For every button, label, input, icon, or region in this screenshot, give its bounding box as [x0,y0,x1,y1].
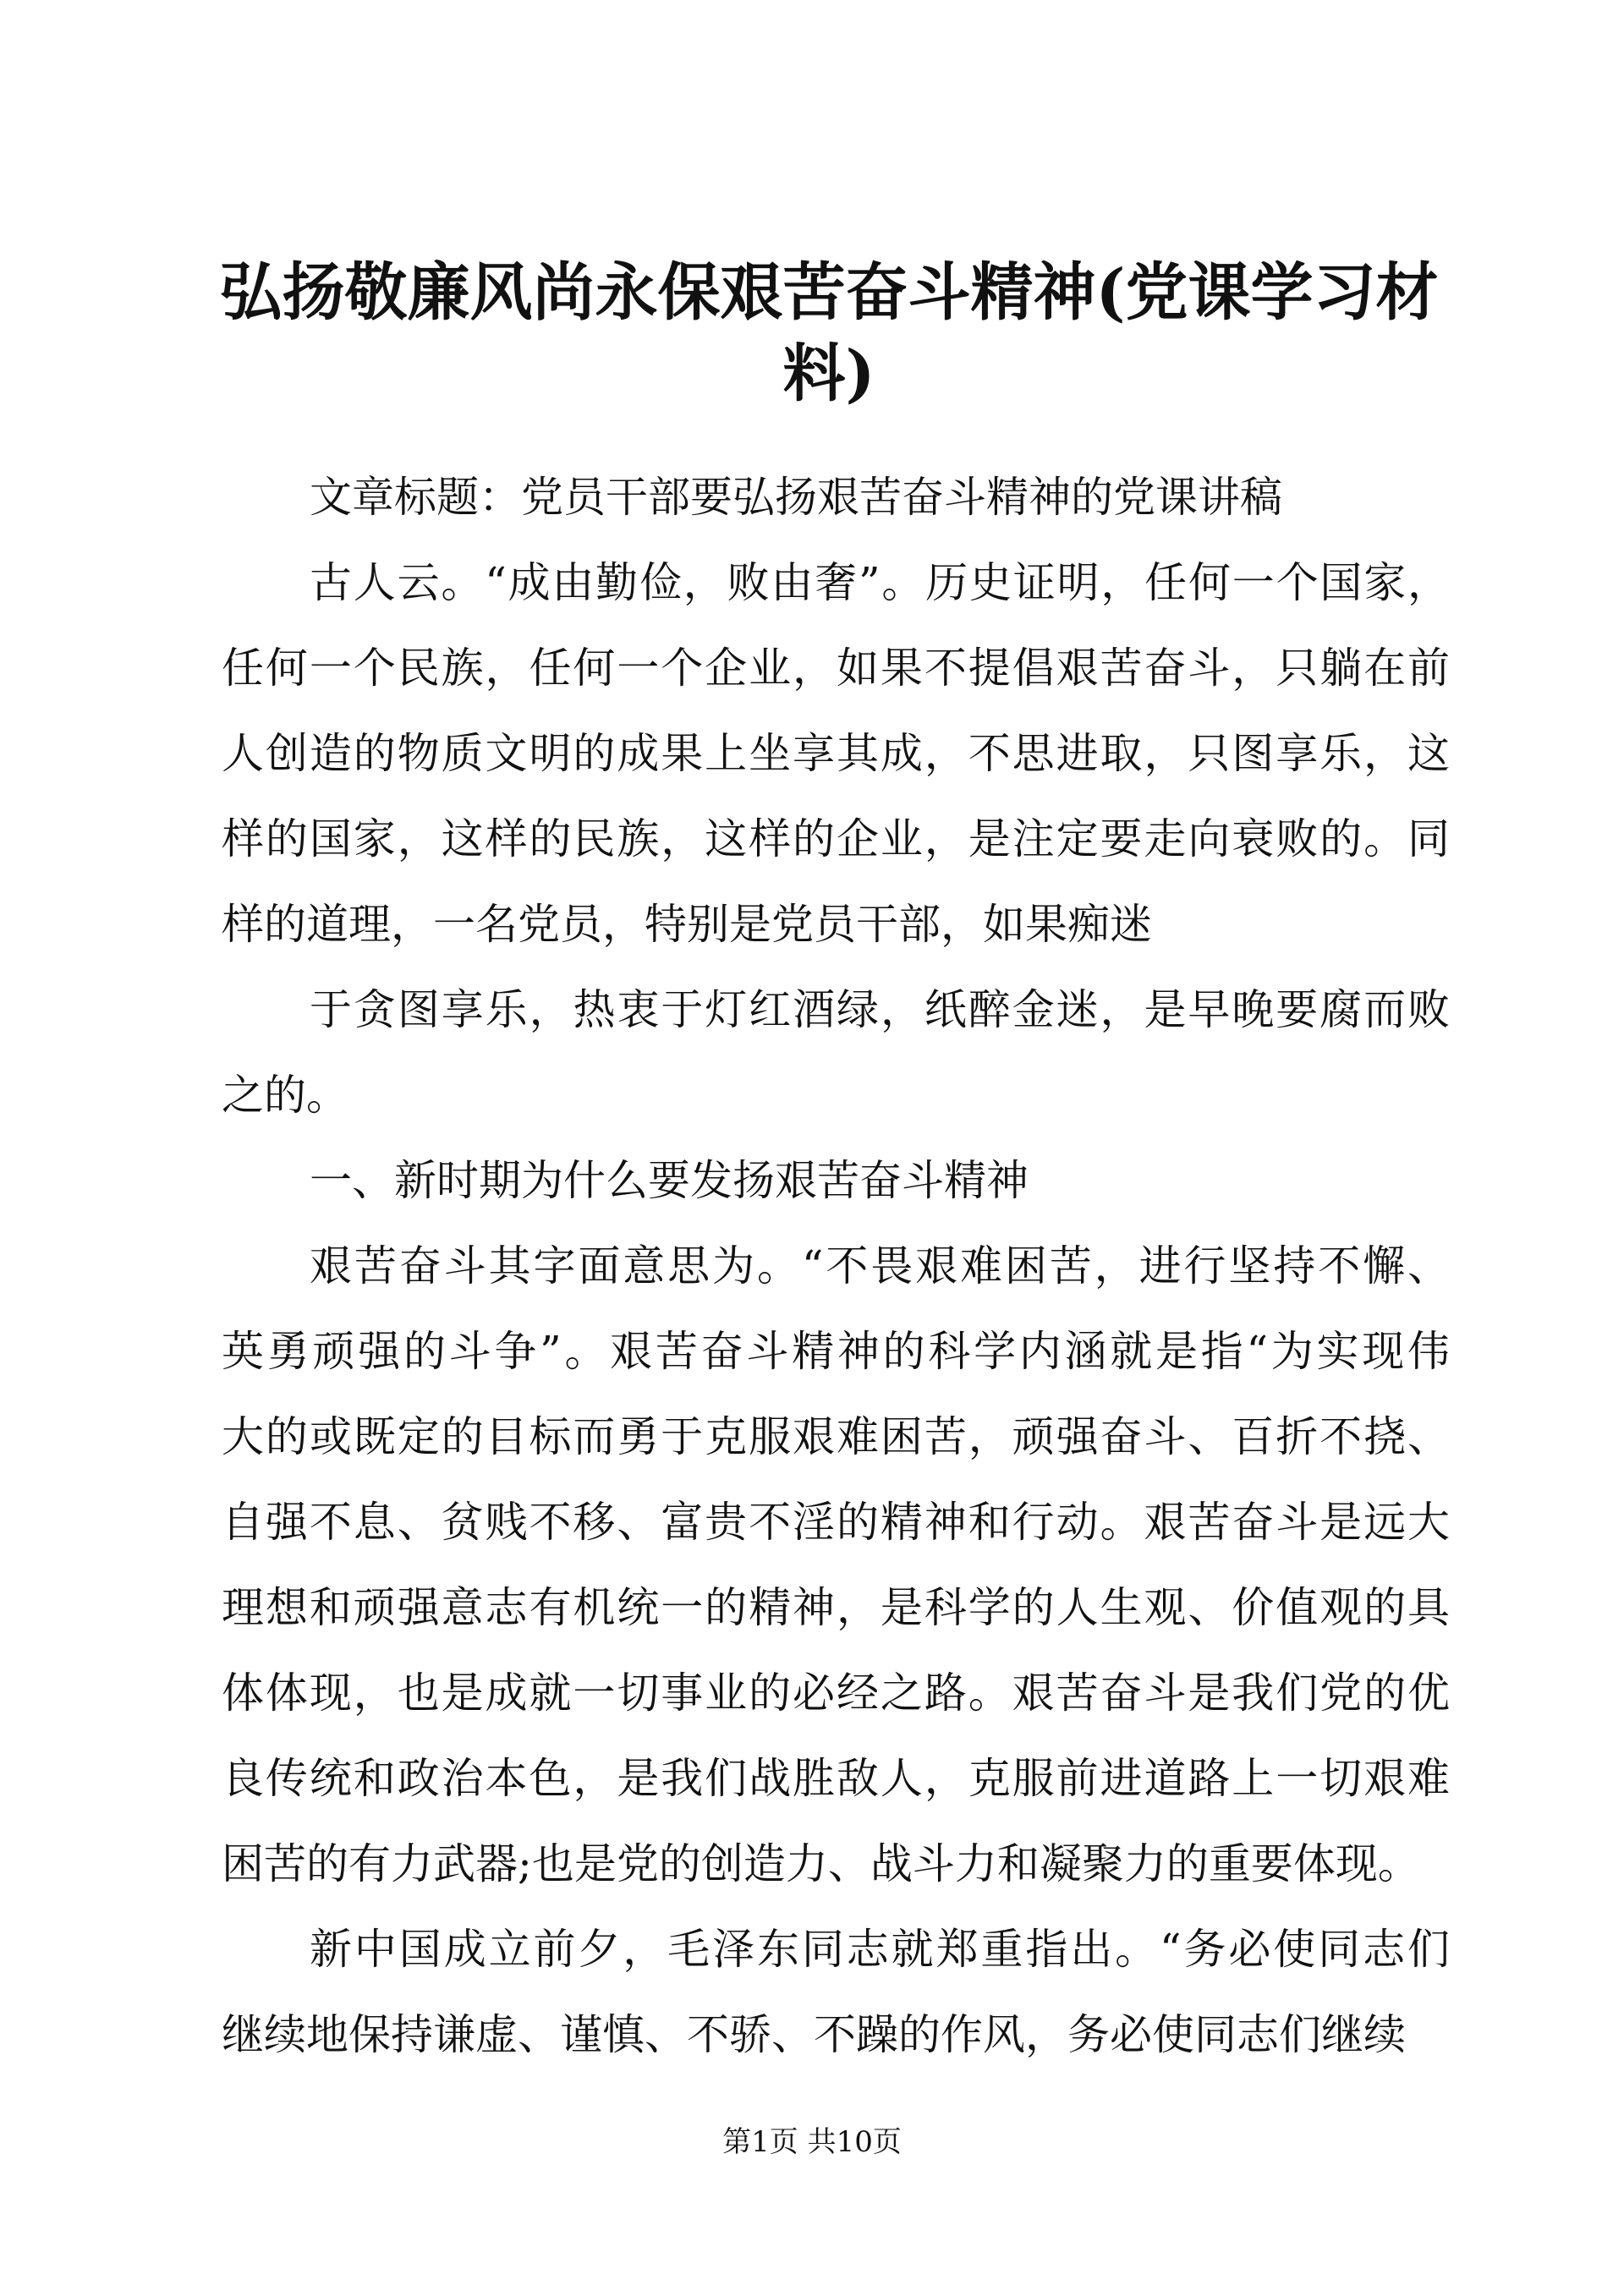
paragraph-line: 任何一个民族，任何一个企业，如果不提倡艰苦奋斗，只躺在前 [222,644,1450,693]
document-title [203,252,1455,414]
title-line: 弘扬敬廉风尚永保艰苦奋斗精神(党课学习材 [219,256,1439,329]
paragraph-line: 良传统和政治本色，是我们战胜敌人，克服前进道路上一切艰难 [222,1754,1450,1803]
document-body [222,455,1450,2078]
paragraph-line: 继续地保持谦虚、谨慎、不骄、不躁的作风，务必使同志们继续 [222,2010,1406,2059]
paragraph [222,967,1450,1138]
paragraph-line: 自强不息、贫贱不移、富贵不淫的精神和行动。艰苦奋斗是远大 [222,1498,1450,1547]
paragraph-line: 新中国成立前夕，毛泽东同志就郑重指出。“务必使同志们 [310,1925,1450,1974]
paragraph-line: 于贪图享乐，热衷于灯红酒绿，纸醉金迷，是早晚要腐而败 [310,985,1450,1034]
title-line: 料) [782,337,875,410]
paragraph-line: 困苦的有力武器;也是党的创造力、战斗力和凝聚力的重要体现。 [222,1839,1420,1888]
paragraph-line: 之的。 [222,1071,348,1120]
page-footer: 第1页 共10页 [722,2125,902,2159]
paragraph [222,1224,1450,1907]
paragraph-line: 艰苦奋斗其字面意思为。“不畏艰难困苦，进行坚持不懈、 [310,1241,1450,1290]
paragraph-line: 一、新时期为什么要发扬艰苦奋斗精神 [310,1156,1029,1205]
paragraph-line: 样的道理，一名党员，特别是党员干部，如果痴迷 [222,900,1152,949]
paragraph-line: 理想和顽强意志有机统一的精神，是科学的人生观、价值观的具 [222,1583,1450,1632]
paragraph-line: 古人云。“成由勤俭，败由奢”。历史证明，任何一个国家， [310,558,1450,607]
paragraph-line: 样的国家，这样的民族，这样的企业，是注定要走向衰败的。同 [222,814,1450,863]
paragraph [222,455,1450,540]
paragraph [222,1138,1450,1224]
paragraph-line: 大的或既定的目标而勇于克服艰难困苦，顽强奋斗、百折不挠、 [222,1412,1450,1461]
paragraph-line: 文章标题：党员干部要弘扬艰苦奋斗精神的党课讲稿 [310,473,1282,522]
paragraph-line: 人创造的物质文明的成果上坐享其成，不思进取，只图享乐，这 [222,729,1450,778]
paragraph-line: 英勇顽强的斗争”。艰苦奋斗精神的科学内涵就是指“为实现伟 [222,1327,1450,1376]
paragraph [222,540,1450,967]
paragraph-line: 体体现，也是成就一切事业的必经之路。艰苦奋斗是我们党的优 [222,1669,1450,1718]
paragraph [222,1907,1450,2078]
